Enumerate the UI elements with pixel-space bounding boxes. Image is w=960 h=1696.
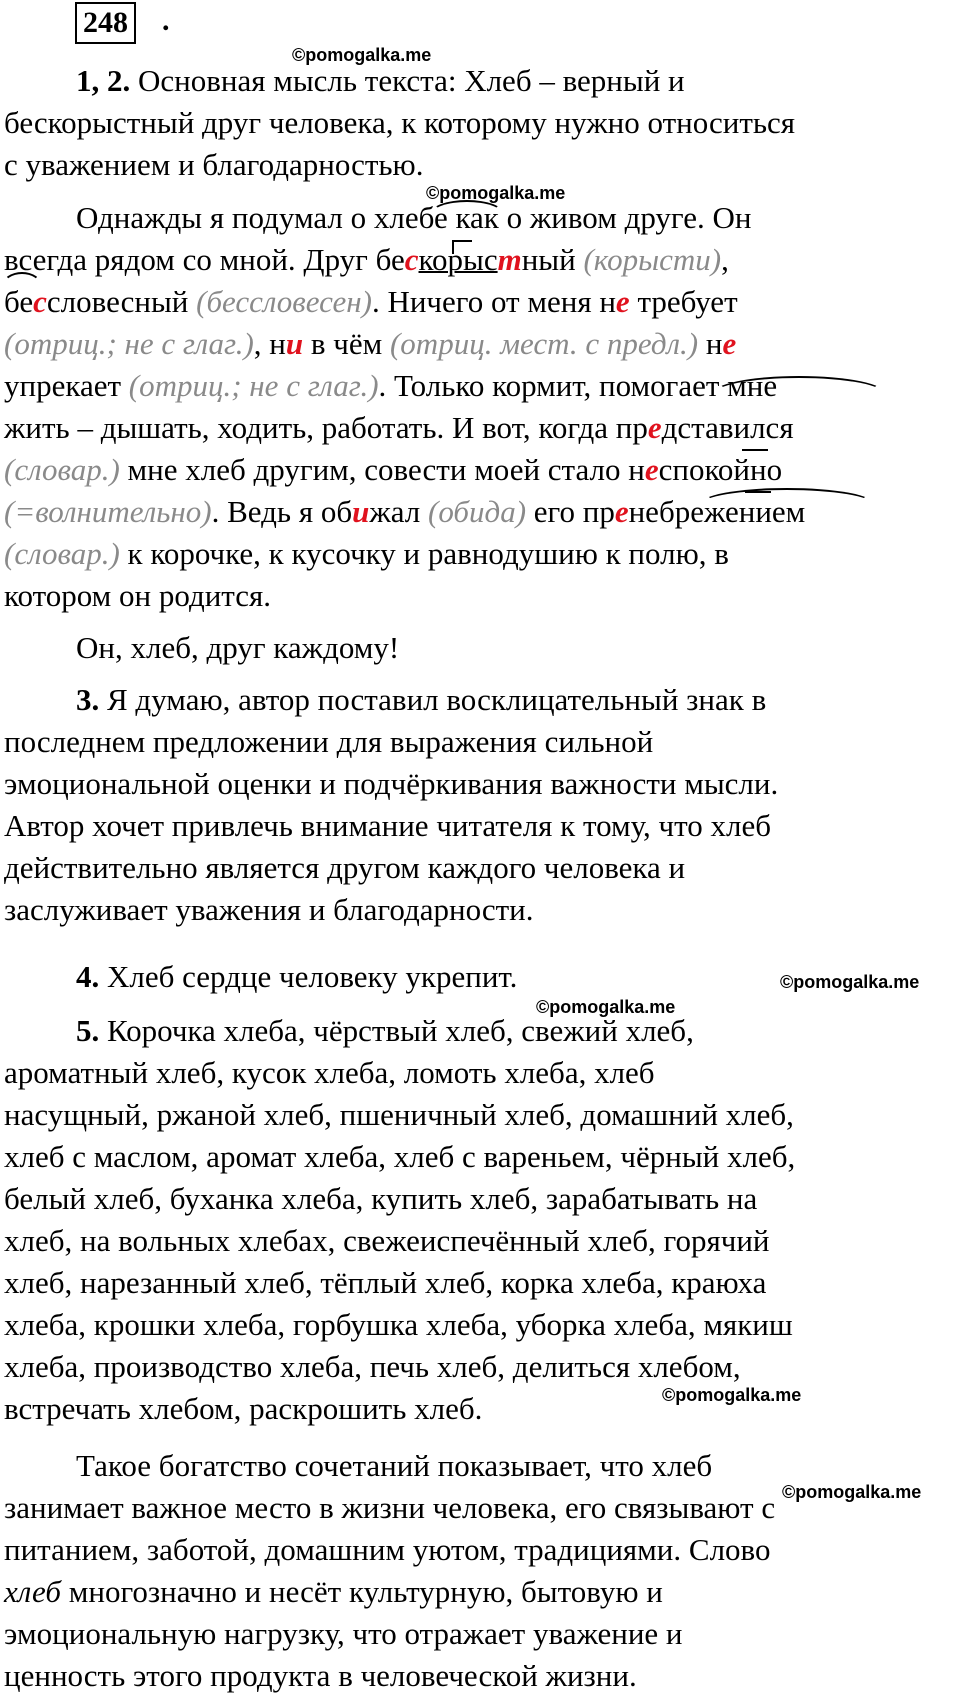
- answer-3-line: 3. Я думаю, автор поставил восклицательный знак в: [76, 682, 767, 717]
- answer-number: 3.: [76, 682, 100, 717]
- prefix-mark: [452, 240, 472, 254]
- conclusion-line: Он, хлеб, друг каждому!: [76, 630, 400, 665]
- analysis-line: котором он родится.: [4, 578, 271, 613]
- final-paragraph-line: ценность этого продукта в человеческой жизни.: [4, 1658, 637, 1693]
- answer-3-line: заслуживает уважения и благодарности.: [4, 892, 534, 927]
- analysis-line: бессловесный (бессловесен). Ничего от меня не требует: [4, 284, 738, 319]
- answer-3-line: последнем предложении для выражения сильной: [4, 724, 654, 759]
- analysis-line: (словар.) к корочке, к кусочку и равнодушию к полю, в: [4, 536, 729, 571]
- analysis-line: Однажды я подумал о хлебе как о живом друге. Он: [76, 200, 752, 235]
- answer-5-line: хлеб, нарезанный хлеб, тёплый хлеб, корка хлеба, краюха: [4, 1265, 767, 1300]
- task-number-box: 248: [75, 2, 136, 44]
- answer-5-line: насущный, ржаной хлеб, пшеничный хлеб, домашний хлеб,: [4, 1097, 794, 1132]
- final-paragraph-line: хлеб многозначно и несёт культурную, бытовую и: [4, 1574, 663, 1609]
- analysis-line: (словар.) мне хлеб другим, совести моей стало неспокойно: [4, 452, 783, 487]
- answer-5-line: белый хлеб, буханка хлеба, купить хлеб, зарабатывать на: [4, 1181, 758, 1216]
- paragraph-1-line: 1, 2. Основная мысль текста: Хлеб – верный и: [76, 63, 685, 98]
- final-paragraph-line: занимает важное место в жизни человека, его связывают с: [4, 1490, 776, 1525]
- answer-5-line: хлеб, на вольных хлебах, свежеиспечённый хлеб, горячий: [4, 1223, 770, 1258]
- watermark: ©pomogalka.me: [780, 972, 920, 992]
- analysis-line: жить – дышать, ходить, работать. И вот, когда представился: [4, 410, 794, 445]
- answer-5-line: встречать хлебом, раскрошить хлеб.: [4, 1391, 483, 1426]
- watermark: ©pomogalka.me: [536, 997, 676, 1017]
- paragraph-1-line: с уважением и благодарностью.: [4, 147, 424, 182]
- answer-number: 5.: [76, 1013, 100, 1048]
- analysis-line: упрекает (отриц.; не с глаг.). Только кормит, помогает мне: [4, 368, 778, 403]
- answer-5-line: хлеб с маслом, аромат хлеба, хлеб с вареньем, чёрный хлеб,: [4, 1139, 796, 1174]
- answer-3-line: Автор хочет привлечь внимание читателя к тому, что хлеб: [4, 808, 772, 843]
- answer-5-line: хлеба, производство хлеба, печь хлеб, делиться хлебом,: [4, 1349, 741, 1384]
- answer-5-line: 5. Корочка хлеба, чёрствый хлеб, свежий хлеб,: [76, 1013, 694, 1048]
- answer-4-line: 4. Хлеб сердце человеку укрепит.: [76, 959, 518, 994]
- final-paragraph-line: питанием, заботой, домашним уютом, традициями. Слово: [4, 1532, 771, 1567]
- answer-3-line: эмоциональной оценки и подчёркивания важности мысли.: [4, 766, 779, 801]
- root-arc-mark: [700, 488, 874, 504]
- watermark: ©pomogalka.me: [426, 183, 566, 203]
- answer-5-line: ароматный хлеб, кусок хлеба, ломоть хлеба, хлеб: [4, 1055, 655, 1090]
- answer-3-line: действительно является другом каждого человека и: [4, 850, 686, 885]
- final-paragraph-line: эмоциональную нагрузку, что отражает уважение и: [4, 1616, 683, 1651]
- task-number-dot: .: [162, 4, 170, 37]
- paragraph-1-line: бескорыстный друг человека, к которому нужно относиться: [4, 105, 796, 140]
- answer-number: 4.: [76, 959, 100, 994]
- watermark: ©pomogalka.me: [662, 1385, 802, 1405]
- watermark: ©pomogalka.me: [292, 45, 432, 65]
- analysis-line: (=волнительно). Ведь я обижал (обида) его пренебрежением: [4, 494, 806, 529]
- answer-5-line: хлеба, крошки хлеба, горбушка хлеба, уборка хлеба, мякиш: [4, 1307, 793, 1342]
- answer-number: 1, 2.: [76, 63, 131, 98]
- final-paragraph-line: Такое богатство сочетаний показывает, что хлеб: [76, 1448, 713, 1483]
- watermark: ©pomogalka.me: [782, 1482, 922, 1502]
- analysis-line: всегда рядом со мной. Друг бескорыстный (корысти),: [4, 242, 729, 277]
- analysis-line: (отриц.; не с глаг.), ни в чём (отриц. мест. с предл.) не: [4, 326, 737, 361]
- prefix-underline-mark: [742, 449, 768, 451]
